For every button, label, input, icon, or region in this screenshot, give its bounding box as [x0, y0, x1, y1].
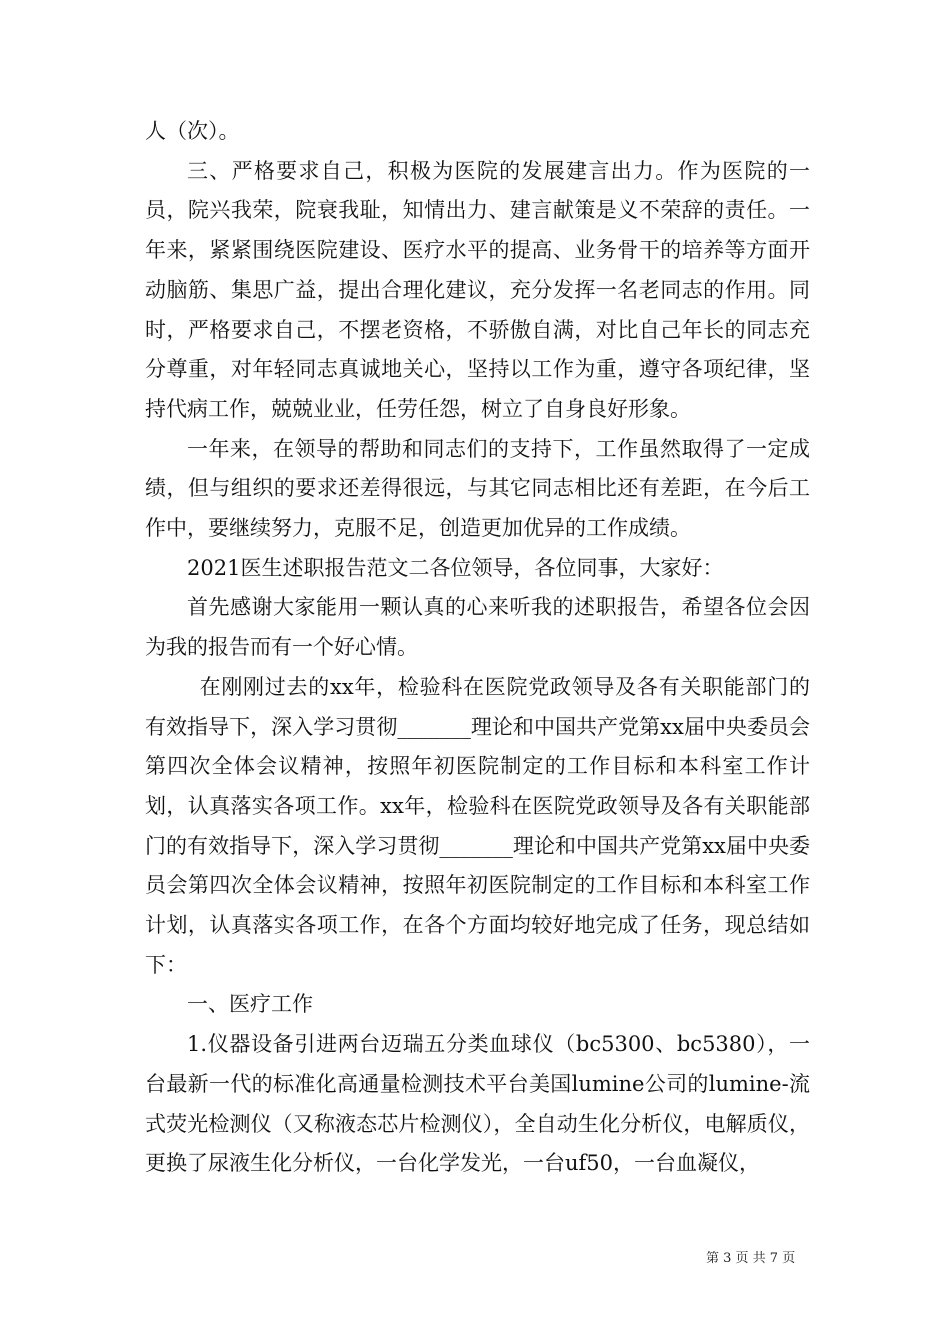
- paragraph-section-three: 三、严格要求自己，积极为医院的发展建言出力。作为医院的一员，院兴我荣，院衰我耻，知情出力、建言献策是义不荣辞的责任。一年来，紧紧围绕医院建设、医疗水平的提高、业务骨干的培养等方面开动脑筋、集思广益，提出合理化建议，充分发挥一名老同志的作用。同时，严格要求自己，不摆老资格，不骄傲自满，对比自己年长的同志充分尊重，对年轻同志真诚地关心，坚持以工作为重，遵守各项纪律，坚持代病工作，兢兢业业，任劳任怨，树立了自身良好形象。: [145, 158, 810, 421]
- paragraph-equipment: 1.仪器设备引进两台迈瑞五分类血球仪（bc5300、bc5380），一台最新一代的标准化高通量检测技术平台美国lumine公司的lumine-流式荧光检测仪（又称液态芯片检测仪），全自动生化分析仪，电解质仪，更换了尿液生化分析仪，一台化学发光，一台uf50，一台血凝仪，: [145, 1032, 810, 1176]
- paragraph-lab-overview: 在刚刚过去的xx年，检验科在医院党政领导及各有关职能部门的有效指导下，深入学习贯彻_______理论和中国共产党第xx届中央委员会第四次全体会议精神，按照年初医院制定的工作目标和本科室工作计划，认真落实各项工作。xx年，检验科在医院党政领导及各有关职能部门的有效指导下，深入学习贯彻_______理论和中国共产党第xx届中央委员会第四次全体会议精神，按照年初医院制定的工作目标和本科室工作计划，认真落实各项工作，在各个方面均较好地完成了任务，现总结如下：: [145, 674, 810, 977]
- paragraph-summary: 一年来，在领导的帮助和同志们的支持下，工作虽然取得了一定成绩，但与组织的要求还差得很远，与其它同志相比还有差距，在今后工作中，要继续努力，克服不足，创造更加优异的工作成绩。: [145, 436, 810, 541]
- paragraph-thanks: 首先感谢大家能用一颗认真的心来听我的述职报告，希望各位会因为我的报告而有一个好心情。: [145, 595, 810, 660]
- document-body: [145, 112, 810, 1184]
- paragraph-report-two-heading: 2021医生述职报告范文二各位领导，各位同事，大家好：: [187, 555, 724, 580]
- paragraph-continuation: 人（次）。: [145, 119, 240, 143]
- page-number-footer: 第 3 页 共 7 页: [706, 1251, 796, 1266]
- section-heading-medical-work: 一、医疗工作: [187, 992, 313, 1017]
